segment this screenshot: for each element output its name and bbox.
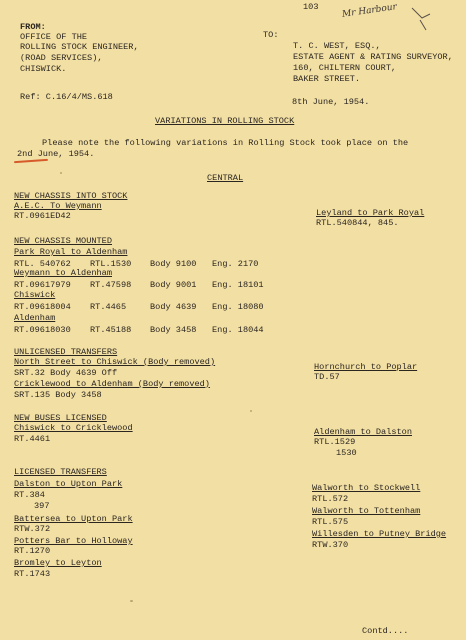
vehicle-number: RT.1743 <box>14 569 51 579</box>
route-label: North Street to Chiswick (Body removed) <box>14 357 216 367</box>
intro-line: Please note the following variations in Rolling Stock took place on the <box>42 138 409 148</box>
vehicle-number: RT.45188 <box>90 325 132 335</box>
vehicle-number: RTL.575 <box>312 517 349 527</box>
chassis-number: RT.09618004 <box>14 302 71 312</box>
route-label: Weymann to Aldenham <box>14 268 112 278</box>
route-label: Bromley to Leyton <box>14 558 102 568</box>
vehicle-number: RT.0961ED42 <box>14 211 71 221</box>
from-line: ROLLING STOCK ENGINEER, <box>20 42 139 52</box>
paper-speck <box>250 410 252 412</box>
body-number: Body 9001 <box>150 280 197 290</box>
route-label: Leyland to Park Royal <box>316 208 425 218</box>
engine-number: Eng. 2170 <box>212 259 259 269</box>
route-label: Chiswick <box>14 290 56 300</box>
route-label: Willesden to Putney Bridge <box>312 529 447 539</box>
new-chassis-mounted-heading: NEW CHASSIS MOUNTED <box>14 236 112 246</box>
to-line: ESTATE AGENT & RATING SURVEYOR, <box>293 52 453 62</box>
vehicle-number: RTL.1529 <box>314 437 356 447</box>
section-central: CENTRAL <box>207 173 244 183</box>
vehicle-number: RTW.370 <box>312 540 349 550</box>
intro-line: 2nd June, 1954. <box>17 149 95 159</box>
chassis-number: RTL. 540762 <box>14 259 71 269</box>
body-number: Body 4639 <box>150 302 197 312</box>
to-line: BAKER STREET. <box>293 74 361 84</box>
chassis-number: RT.09618030 <box>14 325 71 335</box>
document-title: VARIATIONS IN ROLLING STOCK <box>155 116 295 126</box>
vehicle-number: RT.4465 <box>90 302 127 312</box>
vehicle-number: RTL.572 <box>312 494 349 504</box>
route-label: Walworth to Tottenham <box>312 506 421 516</box>
vehicle-number: SRT.135 Body 3458 <box>14 390 102 400</box>
new-chassis-into-stock-heading: NEW CHASSIS INTO STOCK <box>14 191 128 201</box>
from-line: OFFICE OF THE <box>20 32 88 42</box>
continued-marker: Contd.... <box>362 626 409 636</box>
handwritten-mark-icon <box>408 4 438 32</box>
route-label: Aldenham <box>14 313 56 323</box>
page-number: 103 <box>303 2 319 12</box>
engine-number: Eng. 18080 <box>212 302 264 312</box>
vehicle-number: 397 <box>34 501 50 511</box>
route-label: Cricklewood to Aldenham (Body removed) <box>14 379 210 389</box>
route-label: Hornchurch to Poplar <box>314 362 418 372</box>
reference: Ref: C.16/4/MS.618 <box>20 92 113 102</box>
engine-number: Eng. 18044 <box>212 325 264 335</box>
route-label: Park Royal to Aldenham <box>14 247 128 257</box>
chassis-number: RT.09617979 <box>14 280 71 290</box>
handwritten-note: Mr Harbour <box>341 2 398 20</box>
paper-speck <box>130 600 133 602</box>
route-label: Aldenham to Dalston <box>314 427 412 437</box>
route-label: Chiswick to Cricklewood <box>14 423 133 433</box>
vehicle-number: RT.384 <box>14 490 45 500</box>
from-line: (ROAD SERVICES), <box>20 53 103 63</box>
route-label: Battersea to Upton Park <box>14 514 133 524</box>
body-number: Body 9100 <box>150 259 197 269</box>
to-label: TO: <box>263 30 279 40</box>
new-buses-licensed-heading: NEW BUSES LICENSED <box>14 413 107 423</box>
route-label: A.E.C. To Weymann <box>14 201 102 211</box>
vehicle-number: TD.57 <box>314 372 340 382</box>
vehicle-number: RT.1270 <box>14 546 51 556</box>
route-label: Walworth to Stockwell <box>312 483 421 493</box>
body-number: Body 3458 <box>150 325 197 335</box>
vehicle-number: RT.47598 <box>90 280 132 290</box>
to-line: T. C. WEST, ESQ., <box>293 41 381 51</box>
vehicle-number: RTW.372 <box>14 524 51 534</box>
to-line: 160, CHILTERN COURT, <box>293 63 397 73</box>
letter-date: 8th June, 1954. <box>292 97 370 107</box>
route-label: Dalston to Upton Park <box>14 479 123 489</box>
engine-number: Eng. 18101 <box>212 280 264 290</box>
from-label: FROM: <box>20 22 46 32</box>
route-label: Potters Bar to Holloway <box>14 536 133 546</box>
paper-speck <box>60 172 62 174</box>
from-line: CHISWICK. <box>20 64 67 74</box>
vehicle-number: 1530 <box>336 448 357 458</box>
vehicle-number: SRT.32 Body 4639 Off <box>14 368 118 378</box>
vehicle-number: RT.4461 <box>14 434 51 444</box>
vehicle-number: RTL.1530 <box>90 259 132 269</box>
vehicle-number: RTL.540844, 845. <box>316 218 399 228</box>
unlicensed-transfers-heading: UNLICENSED TRANSFERS <box>14 347 118 357</box>
licensed-transfers-heading: LICENSED TRANSFERS <box>14 467 107 477</box>
